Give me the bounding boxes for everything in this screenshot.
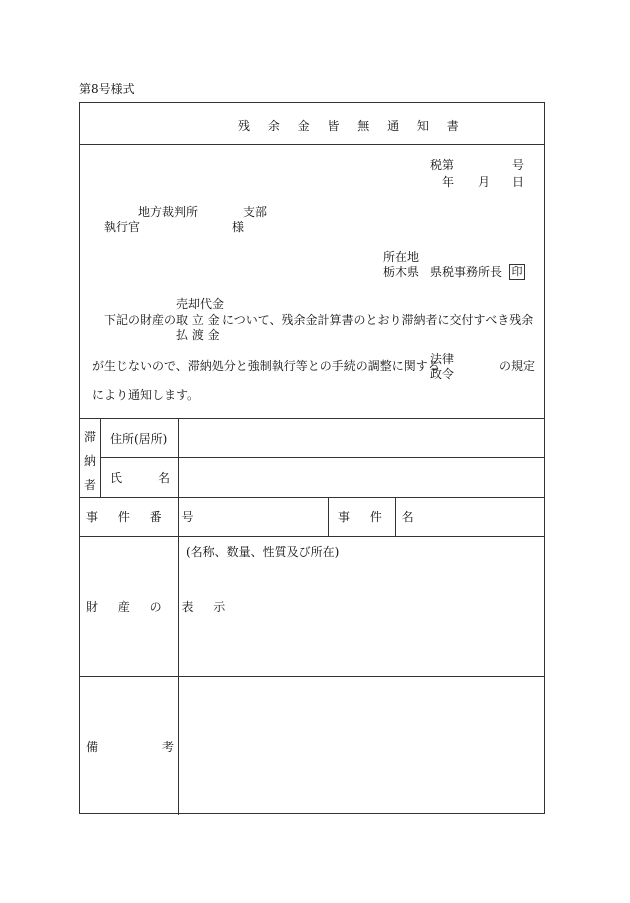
case-name-label: 事 件 名 [338,510,422,524]
property-label: 財 産 の 表 示 [86,600,234,614]
body-line1-end: について、残余金計算書のとおり滞納者に交付すべき残余 [222,313,534,327]
addressee-court: 地方裁判所 [138,205,199,219]
addressee-honorific: 様 [232,220,245,234]
body-line1-start: 下記の財産の [104,313,177,327]
doc-number-suffix: 号 [512,158,525,172]
property-row-top [80,536,544,537]
sender-location-label: 所在地 [383,250,420,264]
delinquent-label: 滞納者 [83,430,96,492]
remarks-row-top [80,676,544,677]
label-column-divider [178,418,179,815]
addressee-officer: 執行官 [104,220,141,234]
option-paid-money: 払 渡 金 [176,328,220,342]
notice-form [79,102,545,814]
document-title: 残 余 金 皆 無 通 知 書 [238,119,466,133]
address-divider [100,457,544,458]
title-divider [80,144,544,145]
date-year: 年 [442,175,455,189]
option-ordinance: 政令 [430,367,455,381]
name-label: 氏 名 [110,471,171,485]
case-number-divider [328,497,329,536]
option-sale-proceeds: 売却代金 [176,297,225,311]
remarks-label-2: 考 [162,740,175,754]
date-day: 日 [512,175,525,189]
address-label: 住所(居所) [110,432,168,446]
body-line2-start: が生じないので、滞納処分と強制執行等との手続の調整に関する [92,359,440,373]
sender-office: 県税事務所長 [430,265,503,279]
seal-mark: 印 [509,264,525,280]
form-number: 第8号様式 [79,82,135,96]
case-row-top [80,497,544,498]
doc-number-prefix: 税第 [430,158,455,172]
option-law: 法律 [430,352,455,366]
body-divider [80,418,544,419]
body-line2-end: の規定 [499,359,536,373]
sender-prefecture: 栃木県 [383,265,420,279]
property-hint: (名称、数量、性質及び所在) [186,545,340,559]
case-number-label: 事 件 番 号 [86,510,202,524]
option-collected-money: 取 立 金 [176,313,220,327]
remarks-label-1: 備 [86,740,99,754]
addressee-branch: 支部 [243,205,268,219]
body-line3: により通知します。 [92,388,200,402]
date-month: 月 [478,175,491,189]
